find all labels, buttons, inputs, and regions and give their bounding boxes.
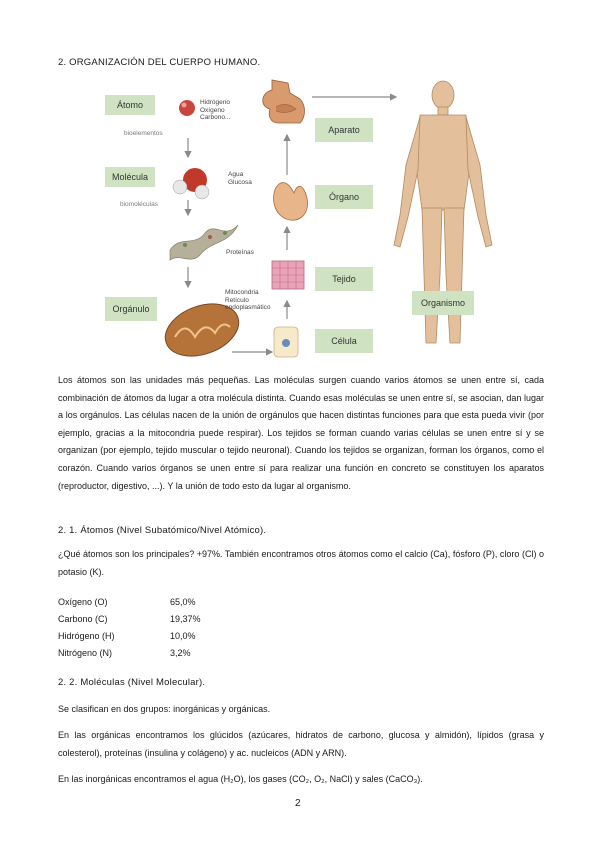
level-box-molecule: Molécula <box>105 167 155 187</box>
section-title: 2. ORGANIZACIÓN DEL CUERPO HUMANO. <box>58 57 261 68</box>
molecules-classification: Se clasifican en dos grupos: inorgánicas y orgánicas. <box>58 704 271 714</box>
inorganic-paragraph: En las inorgánicas encontramos el agua (H₂O), los gases (CO₂, O₂, NaCl) y sales (CaCO₃). <box>58 774 423 784</box>
level-box-atom: Átomo <box>105 95 155 115</box>
organic-paragraph: En las orgánicas encontramos los glúcidos (azúcares, hidratos de carbono, glucosa y almidón), lípidos (grasa y colesterol), proteínas (insulina y colágeno) y ac. nucleicos (ADN y ARN). <box>58 730 544 758</box>
digestive-system-icon <box>263 80 305 123</box>
level-box-organ: Órgano <box>315 185 373 209</box>
intro-paragraph: Los átomos son las unidades más pequeñas. Las moléculas surgen cuando varios átomos se unen entre sí, cada combinación de átomos da lugar a otra molécula distinta. Cuando esas moléculas se unen entre sí, se asocian, dan lugar a los orgánulos. Las células nacen de la unión de orgánulos que hacen distintas funciones para que esta pueda vivir (por ejemplo, gracias a la mitocondria puede respirar). Los tejidos se forman cuando varias células se unen entre sí y se organizan (por ejemplo, tejido muscular o tejido neuronal). Cuando los tejidos se organizan, forman los órganos, como el corazón. Cuando varios órganos se unen entre sí para realizar una función en concreto se constituyen los aparatos (reproductor, digestivo, ...). Y la unión de todo esto da lugar al organismo. <box>58 375 544 491</box>
level-box-system: Aparato <box>315 118 373 142</box>
stomach-icon <box>274 183 308 221</box>
label-bioelements: bioelementos <box>124 130 163 137</box>
water-labels: Agua Glucosa <box>228 171 252 186</box>
level-box-tissue: Tejido <box>315 267 373 291</box>
page-number: 2 <box>295 798 301 809</box>
proteins-label: Proteínas <box>226 249 254 256</box>
elements-list: Hidrógeno Oxígeno Carbono... <box>200 99 231 121</box>
atom-icon <box>179 100 195 116</box>
organelles-labels: Mitocondria Retículo endoplasmático <box>225 289 271 311</box>
atoms-question: ¿Qué átomos son los principales? +97%. También encontramos otros átomos como el calcio (Ca), fósforo (P), cloro (Cl) o potasio (K). <box>58 549 544 577</box>
organization-diagram <box>100 75 500 365</box>
diagram-illustrations <box>100 75 500 365</box>
label-biomolecules: biomoléculas <box>120 201 158 208</box>
subsection-molecules-title: 2. 2. Moléculas (Nivel Molecular). <box>58 677 206 688</box>
level-box-organism: Organismo <box>412 291 474 315</box>
level-box-organelle: Orgánulo <box>105 297 157 321</box>
level-box-cell: Célula <box>315 329 373 353</box>
atom-composition-table: Oxígeno (O) 65,0% Carbono (C) 19,37% Hidrógeno (H) 10,0% Nitrógeno (N) 3,2% <box>58 597 201 658</box>
subsection-atoms-title: 2. 1. Átomos (Nivel Subatómico/Nivel Atómico). <box>58 525 267 536</box>
